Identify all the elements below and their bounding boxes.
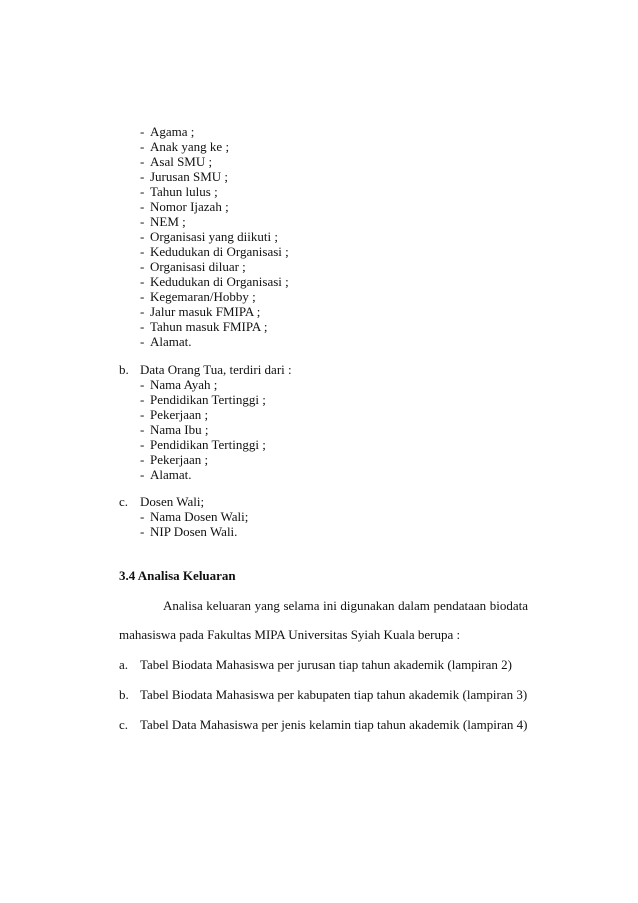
- list-bullet: -: [140, 244, 145, 259]
- list-bullet: -: [140, 524, 145, 539]
- list-item: Kedudukan di Organisasi ;: [150, 244, 289, 259]
- list-bullet: -: [140, 169, 145, 184]
- list-bullet: -: [140, 467, 145, 482]
- list-bullet: -: [140, 334, 145, 349]
- list-bullet: -: [140, 229, 145, 244]
- list-bullet: -: [140, 214, 145, 229]
- list-item: Alamat.: [150, 467, 192, 482]
- list-bullet: -: [140, 199, 145, 214]
- paragraph-line: mahasiswa pada Fakultas MIPA Universitas Syiah Kuala berupa :: [119, 627, 461, 642]
- list-item: Tahun lulus ;: [150, 184, 218, 199]
- list-marker: c.: [119, 494, 129, 509]
- list-item: Alamat.: [150, 334, 192, 349]
- output-item: Tabel Data Mahasiswa per jenis kelamin tiap tahun akademik (lampiran 4): [140, 717, 528, 732]
- list-item: Anak yang ke ;: [150, 139, 230, 154]
- list-item: Pekerjaan ;: [150, 407, 209, 422]
- list-bullet: -: [140, 319, 145, 334]
- list-title: Data Orang Tua, terdiri dari :: [140, 362, 292, 377]
- list-item: Pendidikan Tertinggi ;: [150, 392, 266, 407]
- list-bullet: -: [140, 392, 145, 407]
- list-bullet: -: [140, 289, 145, 304]
- list-bullet: -: [140, 377, 145, 392]
- list-item: Asal SMU ;: [150, 154, 213, 169]
- list-item: NEM ;: [150, 214, 186, 229]
- list-marker: b.: [119, 687, 129, 702]
- list-item: Agama ;: [150, 124, 195, 139]
- list-bullet: -: [140, 422, 145, 437]
- list-bullet: -: [140, 509, 145, 524]
- list-item: Nama Ibu ;: [150, 422, 209, 437]
- list-item: Pendidikan Tertinggi ;: [150, 437, 266, 452]
- list-bullet: -: [140, 304, 145, 319]
- list-bullet: -: [140, 124, 145, 139]
- list-item: Nomor Ijazah ;: [150, 199, 229, 214]
- list-bullet: -: [140, 407, 145, 422]
- output-item: Tabel Biodata Mahasiswa per kabupaten tiap tahun akademik (lampiran 3): [140, 687, 528, 702]
- list-marker: c.: [119, 717, 129, 732]
- list-bullet: -: [140, 139, 145, 154]
- output-item: Tabel Biodata Mahasiswa per jurusan tiap tahun akademik (lampiran 2): [140, 657, 512, 672]
- list-item: Organisasi yang diikuti ;: [150, 229, 278, 244]
- list-item: Kegemaran/Hobby ;: [150, 289, 256, 304]
- paragraph-line: Analisa keluaran yang selama ini digunakan dalam pendataan biodata: [163, 598, 528, 613]
- list-marker: b.: [119, 362, 129, 377]
- list-item: Organisasi diluar ;: [150, 259, 246, 274]
- list-bullet: -: [140, 274, 145, 289]
- list-item: Jurusan SMU ;: [150, 169, 229, 184]
- list-title: Dosen Wali;: [140, 494, 205, 509]
- list-item: Tahun masuk FMIPA ;: [150, 319, 268, 334]
- list-bullet: -: [140, 184, 145, 199]
- list-bullet: -: [140, 452, 145, 467]
- list-item: Jalur masuk FMIPA ;: [150, 304, 261, 319]
- list-bullet: -: [140, 437, 145, 452]
- list-marker: a.: [119, 657, 129, 672]
- list-item: Nama Dosen Wali;: [150, 509, 249, 524]
- section-heading: 3.4 Analisa Keluaran: [119, 568, 236, 583]
- list-bullet: -: [140, 154, 145, 169]
- list-item: Pekerjaan ;: [150, 452, 209, 467]
- list-bullet: -: [140, 259, 145, 274]
- list-item: Kedudukan di Organisasi ;: [150, 274, 289, 289]
- list-item: Nama Ayah ;: [150, 377, 218, 392]
- list-item: NIP Dosen Wali.: [150, 524, 238, 539]
